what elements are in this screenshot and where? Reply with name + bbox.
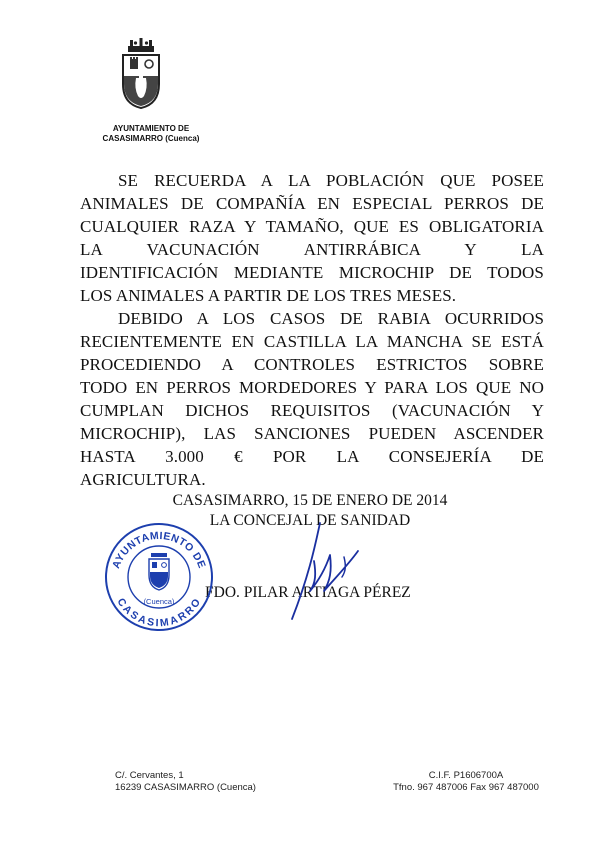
paragraph1-line: IDENTIFICACIÓN MEDIANTE MICROCHIP DE TODOS <box>80 263 544 282</box>
council-name <box>96 124 206 144</box>
paragraph2-line: PROCEDIENDO A CONTROLES ESTRICTOS SOBRE <box>80 355 544 374</box>
council-name-line1: AYUNTAMIENTO DE <box>112 124 190 133</box>
signatory-role: LA CONCEJAL DE SANIDAD <box>209 512 411 529</box>
paragraph2-line: RECIENTEMENTE EN CASTILLA LA MANCHA SE ESTÁ <box>80 332 544 351</box>
paragraph2-line: MICROCHIP), LAS SANCIONES PUEDEN ASCENDER <box>80 424 544 443</box>
signatory-name: FDO. PILAR ARTIAGA PÉREZ <box>205 584 411 601</box>
stamp-bottom-text: CASASIMARRO <box>114 596 204 630</box>
paragraph2-line: CUMPLAN DICHOS REQUISITOS (VACUNACIÓN Y <box>80 401 544 420</box>
paragraph2-line: AGRICULTURA. <box>80 470 206 489</box>
stamp-top-text: AYUNTAMIENTO DE <box>110 529 208 571</box>
paragraph1-line: LA VACUNACIÓN ANTIRRÁBICA Y LA <box>80 240 544 259</box>
council-name-line2: CASASIMARRO (Cuenca) <box>102 134 200 143</box>
paragraph1-line: LOS ANIMALES A PARTIR DE LOS TRES MESES. <box>80 286 457 305</box>
stamp-center-text: (Cuenca) <box>143 597 175 606</box>
paragraph2-line: DEBIDO A LOS CASOS DE RABIA OCURRIDOS <box>118 309 544 328</box>
footer-contact <box>388 770 544 794</box>
footer-address-line2: 16239 CASASIMARRO (Cuenca) <box>115 782 256 793</box>
official-stamp <box>103 521 215 633</box>
paragraph2-line: TODO EN PERROS MORDEDORES Y PARA LOS QUE NO <box>80 378 544 397</box>
paragraph-vaccination-reminder <box>80 169 544 307</box>
footer-cif: C.I.F. P1606700A <box>428 770 504 781</box>
paragraph-rabies-controls <box>80 307 544 491</box>
footer-address <box>115 770 256 794</box>
paragraph1-line: ANIMALES DE COMPAÑÍA EN ESPECIAL PERROS DE <box>80 194 544 213</box>
footer-address-line1: C/. Cervantes, 1 <box>115 770 184 781</box>
footer-phone-fax: Tfno. 967 487006 Fax 967 487000 <box>393 782 539 793</box>
paragraph1-line: SE RECUERDA A LA POBLACIÓN QUE POSEE <box>118 171 544 190</box>
handwritten-signature <box>286 521 366 623</box>
paragraph2-line: HASTA 3.000 € POR LA CONSEJERÍA DE <box>80 447 544 466</box>
place-and-date: CASASIMARRO, 15 DE ENERO DE 2014 <box>172 492 448 509</box>
paragraph1-line: CUALQUIER RAZA Y TAMAÑO, QUE ES OBLIGATORIA <box>80 217 544 236</box>
coat-of-arms-icon <box>119 38 163 110</box>
